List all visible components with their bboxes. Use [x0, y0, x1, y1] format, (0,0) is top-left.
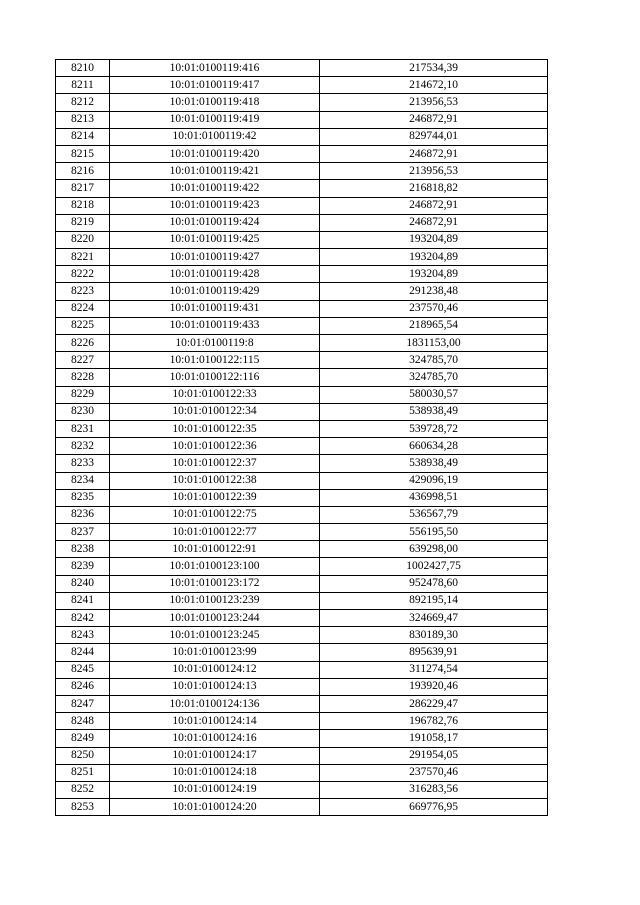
cadastral-value-cell: 952478,60	[320, 575, 548, 592]
row-number-cell: 8242	[56, 610, 110, 627]
cadastral-number-cell: 10:01:0100119:42	[110, 128, 320, 145]
cadastral-value-cell: 539728,72	[320, 420, 548, 437]
cadastral-value-cell: 213956,53	[320, 94, 548, 111]
row-number-cell: 8216	[56, 163, 110, 180]
table-row	[56, 764, 548, 781]
table-row	[56, 163, 548, 180]
table-row	[56, 455, 548, 472]
cadastral-number-cell: 10:01:0100124:18	[110, 764, 320, 781]
cadastral-value-cell: 892195,14	[320, 592, 548, 609]
row-number-cell: 8237	[56, 524, 110, 541]
cadastral-value-cell: 580030,57	[320, 386, 548, 403]
row-number-cell: 8252	[56, 781, 110, 798]
cadastral-value-cell: 213956,53	[320, 163, 548, 180]
cadastral-number-cell: 10:01:0100124:13	[110, 678, 320, 695]
table-row	[56, 335, 548, 352]
row-number-cell: 8218	[56, 197, 110, 214]
cadastral-value-cell: 436998,51	[320, 489, 548, 506]
row-number-cell: 8211	[56, 77, 110, 94]
row-number-cell: 8226	[56, 335, 110, 352]
cadastral-value-cell: 237570,46	[320, 300, 548, 317]
row-number-cell: 8238	[56, 541, 110, 558]
cadastral-value-cell: 193920,46	[320, 678, 548, 695]
table-row	[56, 730, 548, 747]
table-row	[56, 713, 548, 730]
table-row	[56, 799, 548, 816]
cadastral-number-cell: 10:01:0100119:418	[110, 94, 320, 111]
table-row	[56, 610, 548, 627]
cadastral-value-cell: 660634,28	[320, 438, 548, 455]
cadastral-value-cell: 536567,79	[320, 506, 548, 523]
table-row	[56, 403, 548, 420]
cadastral-number-cell: 10:01:0100124:12	[110, 661, 320, 678]
cadastral-number-cell: 10:01:0100119:423	[110, 197, 320, 214]
cadastral-number-cell: 10:01:0100123:239	[110, 592, 320, 609]
cadastral-number-cell: 10:01:0100119:429	[110, 283, 320, 300]
table-row	[56, 60, 548, 77]
cadastral-value-cell: 191058,17	[320, 730, 548, 747]
cadastral-value-cell: 1831153,00	[320, 335, 548, 352]
cadastral-value-cell: 214672,10	[320, 77, 548, 94]
table-row	[56, 661, 548, 678]
table-row	[56, 524, 548, 541]
cadastral-number-cell: 10:01:0100122:35	[110, 420, 320, 437]
cadastral-number-cell: 10:01:0100119:419	[110, 111, 320, 128]
table-row	[56, 489, 548, 506]
table-row	[56, 575, 548, 592]
cadastral-value-cell: 246872,91	[320, 197, 548, 214]
cadastral-number-cell: 10:01:0100124:16	[110, 730, 320, 747]
row-number-cell: 8246	[56, 678, 110, 695]
table-row	[56, 438, 548, 455]
cadastral-number-cell: 10:01:0100122:38	[110, 472, 320, 489]
cadastral-value-cell: 218965,54	[320, 317, 548, 334]
cadastral-number-cell: 10:01:0100122:75	[110, 506, 320, 523]
cadastral-value-cell: 193204,89	[320, 249, 548, 266]
table-row	[56, 369, 548, 386]
table-row	[56, 128, 548, 145]
cadastral-value-cell: 286229,47	[320, 695, 548, 712]
cadastral-value-cell: 324785,70	[320, 352, 548, 369]
cadastral-number-cell: 10:01:0100119:428	[110, 266, 320, 283]
cadastral-number-cell: 10:01:0100122:116	[110, 369, 320, 386]
row-number-cell: 8232	[56, 438, 110, 455]
table-row	[56, 180, 548, 197]
table-row	[56, 300, 548, 317]
row-number-cell: 8244	[56, 644, 110, 661]
table-row	[56, 77, 548, 94]
row-number-cell: 8219	[56, 214, 110, 231]
cadastral-value-cell: 217534,39	[320, 60, 548, 77]
table-row	[56, 94, 548, 111]
cadastral-number-cell: 10:01:0100119:421	[110, 163, 320, 180]
row-number-cell: 8248	[56, 713, 110, 730]
table-row	[56, 506, 548, 523]
cadastral-number-cell: 10:01:0100122:33	[110, 386, 320, 403]
cadastral-value-cell: 538938,49	[320, 403, 548, 420]
cadastral-value-cell: 895639,91	[320, 644, 548, 661]
table-row	[56, 678, 548, 695]
row-number-cell: 8233	[56, 455, 110, 472]
table-row	[56, 111, 548, 128]
cadastral-number-cell: 10:01:0100119:422	[110, 180, 320, 197]
cadastral-value-cell: 829744,01	[320, 128, 548, 145]
cadastral-value-cell: 196782,76	[320, 713, 548, 730]
row-number-cell: 8245	[56, 661, 110, 678]
cadastral-number-cell: 10:01:0100123:100	[110, 558, 320, 575]
table-row	[56, 781, 548, 798]
table-row	[56, 249, 548, 266]
table-body	[56, 60, 548, 816]
row-number-cell: 8221	[56, 249, 110, 266]
cadastral-value-cell: 216818,82	[320, 180, 548, 197]
cadastral-value-cell: 193204,89	[320, 231, 548, 248]
cadastral-number-cell: 10:01:0100119:417	[110, 77, 320, 94]
table-row	[56, 317, 548, 334]
row-number-cell: 8249	[56, 730, 110, 747]
table-row	[56, 627, 548, 644]
row-number-cell: 8213	[56, 111, 110, 128]
table-row	[56, 644, 548, 661]
cadastral-number-cell: 10:01:0100119:420	[110, 145, 320, 162]
row-number-cell: 8247	[56, 695, 110, 712]
row-number-cell: 8215	[56, 145, 110, 162]
cadastral-value-cell: 237570,46	[320, 764, 548, 781]
row-number-cell: 8210	[56, 60, 110, 77]
table-row	[56, 283, 548, 300]
cadastral-number-cell: 10:01:0100124:14	[110, 713, 320, 730]
cadastral-number-cell: 10:01:0100119:416	[110, 60, 320, 77]
cadastral-number-cell: 10:01:0100119:433	[110, 317, 320, 334]
row-number-cell: 8243	[56, 627, 110, 644]
cadastral-value-cell: 246872,91	[320, 145, 548, 162]
row-number-cell: 8230	[56, 403, 110, 420]
row-number-cell: 8217	[56, 180, 110, 197]
row-number-cell: 8214	[56, 128, 110, 145]
cadastral-value-cell: 830189,30	[320, 627, 548, 644]
row-number-cell: 8250	[56, 747, 110, 764]
table-row	[56, 695, 548, 712]
table-row	[56, 352, 548, 369]
cadastral-number-cell: 10:01:0100119:425	[110, 231, 320, 248]
cadastral-value-cell: 669776,95	[320, 799, 548, 816]
cadastral-value-cell: 1002427,75	[320, 558, 548, 575]
row-number-cell: 8239	[56, 558, 110, 575]
row-number-cell: 8235	[56, 489, 110, 506]
row-number-cell: 8222	[56, 266, 110, 283]
row-number-cell: 8224	[56, 300, 110, 317]
cadastral-value-cell: 246872,91	[320, 214, 548, 231]
table-row	[56, 747, 548, 764]
cadastral-value-cell: 291954,05	[320, 747, 548, 764]
cadastral-number-cell: 10:01:0100119:427	[110, 249, 320, 266]
table-row	[56, 472, 548, 489]
cadastral-number-cell: 10:01:0100122:36	[110, 438, 320, 455]
row-number-cell: 8234	[56, 472, 110, 489]
row-number-cell: 8251	[56, 764, 110, 781]
cadastral-value-cell: 324669,47	[320, 610, 548, 627]
cadastral-number-cell: 10:01:0100124:17	[110, 747, 320, 764]
cadastral-number-cell: 10:01:0100122:91	[110, 541, 320, 558]
table-row	[56, 386, 548, 403]
row-number-cell: 8220	[56, 231, 110, 248]
cadastral-number-cell: 10:01:0100124:20	[110, 799, 320, 816]
table-row	[56, 541, 548, 558]
cadastral-number-cell: 10:01:0100119:424	[110, 214, 320, 231]
table-row	[56, 266, 548, 283]
table-row	[56, 420, 548, 437]
table-row	[56, 592, 548, 609]
cadastral-value-cell: 324785,70	[320, 369, 548, 386]
row-number-cell: 8225	[56, 317, 110, 334]
cadastral-value-cell: 246872,91	[320, 111, 548, 128]
cadastral-value-cell: 556195,50	[320, 524, 548, 541]
cadastral-value-cell: 311274,54	[320, 661, 548, 678]
table-row	[56, 197, 548, 214]
cadastral-number-cell: 10:01:0100122:37	[110, 455, 320, 472]
table-row	[56, 558, 548, 575]
cadastral-number-cell: 10:01:0100122:39	[110, 489, 320, 506]
cadastral-number-cell: 10:01:0100123:99	[110, 644, 320, 661]
row-number-cell: 8223	[56, 283, 110, 300]
cadastral-number-cell: 10:01:0100119:431	[110, 300, 320, 317]
cadastral-value-cell: 291238,48	[320, 283, 548, 300]
cadastral-value-cell: 639298,00	[320, 541, 548, 558]
row-number-cell: 8227	[56, 352, 110, 369]
table-row	[56, 145, 548, 162]
cadastral-value-table	[55, 59, 548, 816]
row-number-cell: 8240	[56, 575, 110, 592]
cadastral-number-cell: 10:01:0100123:244	[110, 610, 320, 627]
cadastral-value-cell: 429096,19	[320, 472, 548, 489]
cadastral-number-cell: 10:01:0100119:8	[110, 335, 320, 352]
row-number-cell: 8228	[56, 369, 110, 386]
cadastral-number-cell: 10:01:0100122:115	[110, 352, 320, 369]
cadastral-value-cell: 316283,56	[320, 781, 548, 798]
cadastral-value-cell: 538938,49	[320, 455, 548, 472]
cadastral-number-cell: 10:01:0100122:77	[110, 524, 320, 541]
row-number-cell: 8236	[56, 506, 110, 523]
row-number-cell: 8253	[56, 799, 110, 816]
row-number-cell: 8212	[56, 94, 110, 111]
cadastral-number-cell: 10:01:0100124:136	[110, 695, 320, 712]
cadastral-number-cell: 10:01:0100123:245	[110, 627, 320, 644]
cadastral-number-cell: 10:01:0100124:19	[110, 781, 320, 798]
row-number-cell: 8231	[56, 420, 110, 437]
row-number-cell: 8241	[56, 592, 110, 609]
table-row	[56, 231, 548, 248]
table-row	[56, 214, 548, 231]
cadastral-value-cell: 193204,89	[320, 266, 548, 283]
row-number-cell: 8229	[56, 386, 110, 403]
cadastral-number-cell: 10:01:0100123:172	[110, 575, 320, 592]
cadastral-number-cell: 10:01:0100122:34	[110, 403, 320, 420]
